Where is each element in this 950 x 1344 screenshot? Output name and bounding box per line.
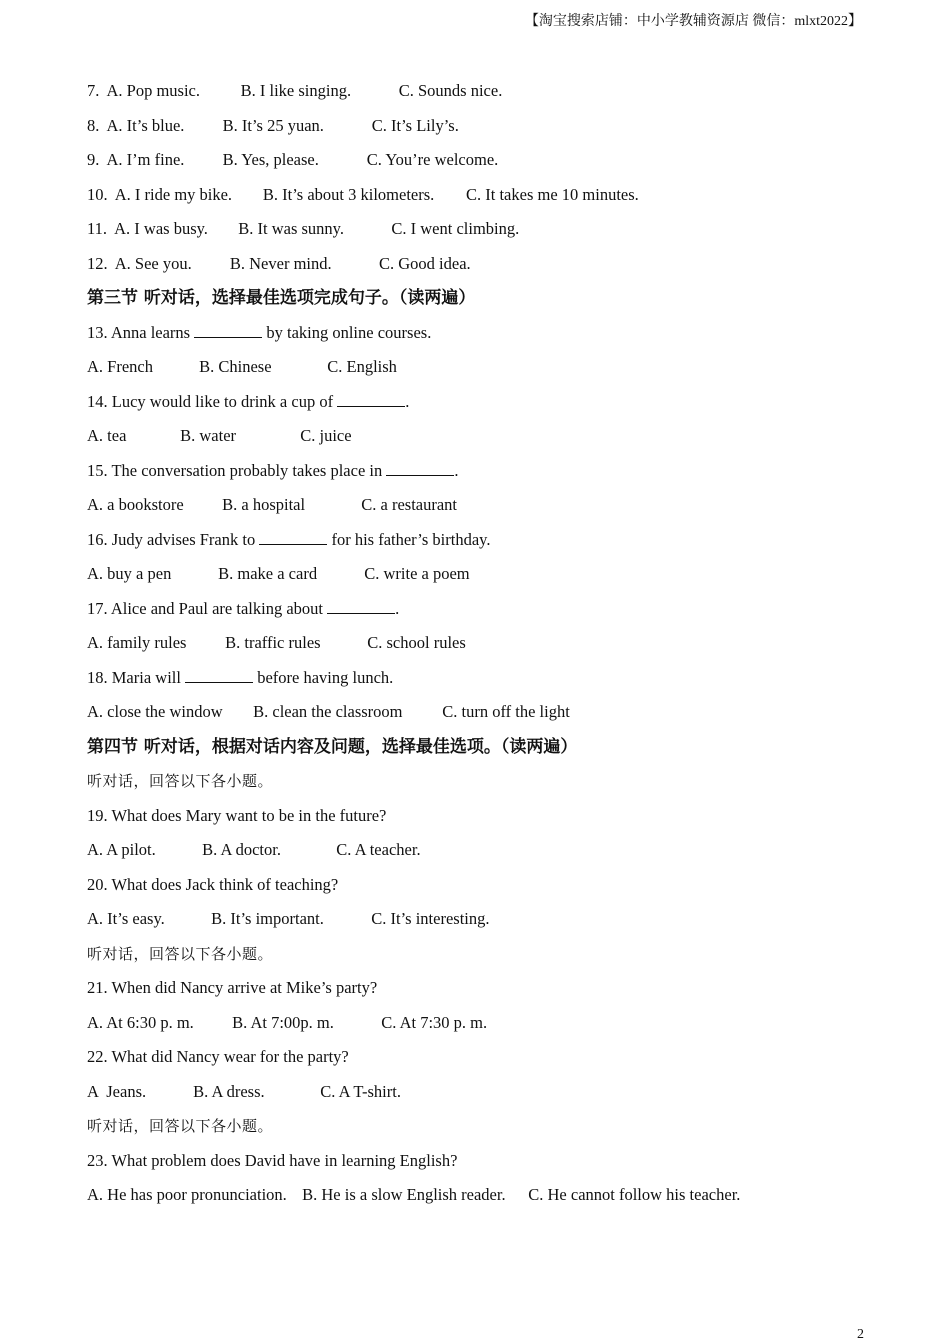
- stem-text: by taking online courses.: [262, 322, 432, 342]
- section-4-title: 第四节 听对话，根据对话内容及问题，选择最佳选项。（读两遍）: [87, 736, 578, 757]
- option-b: B. It’s important.: [211, 909, 324, 928]
- option-b: B. A doctor.: [202, 840, 281, 859]
- page-number: 2: [857, 1327, 864, 1342]
- stem-text: 16. Judy advises Frank to: [87, 529, 260, 549]
- page-header: 【淘宝搜索店铺：中小学教辅资源店 微信：mlxt2022】: [524, 14, 862, 29]
- question-14-stem: [87, 388, 887, 423]
- question-17-options: [87, 629, 887, 664]
- option-c: C. write a poem: [364, 564, 470, 583]
- question-18-stem: [87, 664, 887, 699]
- option-c: C. A T-shirt.: [320, 1081, 401, 1101]
- answer-blank: [185, 666, 253, 683]
- question-13-options: [87, 353, 887, 388]
- option-c: C. Sounds nice.: [398, 81, 503, 100]
- option-b: B. make a card: [218, 564, 318, 583]
- stem-text: 18. Maria will: [87, 667, 186, 687]
- option-b: B. traffic rules: [225, 633, 321, 652]
- option-a: A. I’m fine.: [106, 150, 185, 169]
- question-18-options: [87, 698, 887, 733]
- answer-blank: [386, 459, 454, 476]
- question-15-stem: [87, 457, 887, 492]
- question-23-stem: 23. What problem does David have in learning English?: [87, 1150, 458, 1170]
- option-a: A. buy a pen: [87, 564, 172, 583]
- option-c: C. English: [327, 357, 397, 376]
- question-20-options: [87, 905, 887, 940]
- stem-text: for his father’s birthday.: [327, 529, 491, 549]
- option-b: B. I like singing.: [240, 81, 352, 100]
- question-22-options: [87, 1078, 887, 1113]
- stem-text: before having lunch.: [253, 667, 394, 687]
- question-17-stem: [87, 595, 887, 630]
- answer-blank: [194, 321, 262, 338]
- option-a: A. He has poor pronunciation.: [87, 1185, 287, 1204]
- question-7: [87, 77, 887, 112]
- instruction-note: 听对话，回答以下各小题。: [87, 772, 274, 790]
- option-a: A. A pilot.: [87, 840, 156, 859]
- exam-content: [87, 77, 887, 1216]
- question-number: 11.: [87, 219, 108, 238]
- option-b: B. Chinese: [199, 357, 272, 376]
- option-b: B. a hospital: [222, 495, 306, 514]
- instruction-note: 听对话，回答以下各小题。: [87, 944, 274, 963]
- option-c: C. juice: [300, 426, 352, 445]
- option-c: C. It’s Lily’s.: [371, 115, 459, 135]
- stem-text: .: [454, 460, 459, 480]
- question-13-stem: [87, 319, 887, 354]
- option-c: C. school rules: [367, 633, 466, 652]
- instruction-note: 听对话，回答以下各小题。: [87, 1117, 274, 1135]
- question-10: [87, 181, 887, 216]
- option-b: B. It’s 25 yuan.: [222, 115, 324, 135]
- question-9: [87, 146, 887, 181]
- question-16-stem: [87, 526, 887, 561]
- option-a: A. I ride my bike.: [114, 184, 233, 204]
- option-c: C. It takes me 10 minutes.: [466, 184, 639, 204]
- answer-blank: [259, 528, 327, 545]
- stem-text: 15. The conversation probably takes place in: [87, 460, 387, 480]
- question-number: 7.: [87, 81, 100, 100]
- option-b: B. Yes, please.: [222, 150, 319, 169]
- question-8: [87, 112, 887, 147]
- option-c: C. At 7:30 p. m.: [381, 1012, 488, 1032]
- option-b: B. He is a slow English reader.: [302, 1185, 506, 1204]
- stem-text: 13. Anna learns: [87, 322, 195, 342]
- stem-text: 17. Alice and Paul are talking about: [87, 598, 328, 618]
- question-19-options: [87, 836, 887, 871]
- option-a: A. French: [87, 357, 153, 376]
- option-a: A. tea: [87, 426, 127, 445]
- option-c: C. I went climbing.: [391, 219, 520, 238]
- option-a: A. It’s easy.: [87, 909, 165, 928]
- question-16-options: [87, 560, 887, 595]
- question-number: 10.: [87, 184, 108, 204]
- option-b: B. Never mind.: [229, 253, 332, 273]
- question-14-options: [87, 422, 887, 457]
- question-22-stem: 22. What did Nancy wear for the party?: [87, 1047, 349, 1066]
- option-a: A. At 6:30 p. m.: [87, 1012, 194, 1032]
- option-b: B. It’s about 3 kilometers.: [262, 184, 435, 204]
- option-a: A. a bookstore: [87, 495, 184, 514]
- question-number: 9.: [87, 150, 100, 169]
- question-21-stem: 21. When did Nancy arrive at Mike’s party?: [87, 978, 378, 997]
- option-a: A. family rules: [87, 633, 187, 652]
- option-c: C. You’re welcome.: [366, 150, 499, 169]
- option-c: C. A teacher.: [336, 840, 421, 859]
- stem-text: .: [395, 598, 400, 618]
- option-a: A. close the window: [87, 702, 223, 721]
- option-a: A. It’s blue.: [106, 115, 185, 135]
- option-b: B. clean the classroom: [253, 702, 403, 721]
- option-a: A. I was busy.: [114, 219, 208, 238]
- question-11: [87, 215, 887, 250]
- stem-text: .: [405, 391, 410, 411]
- option-b: B. At 7:00p. m.: [232, 1012, 334, 1032]
- option-c: C. turn off the light: [442, 702, 570, 721]
- option-c: C. It’s interesting.: [371, 909, 490, 928]
- option-a: A Jeans.: [87, 1081, 147, 1101]
- answer-blank: [327, 597, 395, 614]
- option-c: C. a restaurant: [361, 495, 458, 514]
- question-number: 8.: [87, 115, 100, 135]
- question-23-options: [87, 1181, 887, 1216]
- option-c: C. Good idea.: [379, 253, 471, 273]
- section-3-title: 第三节 听对话，选择最佳选项完成句子。（读两遍）: [87, 288, 476, 308]
- option-c: C. He cannot follow his teacher.: [528, 1185, 741, 1204]
- question-19-stem: 19. What does Mary want to be in the future?: [87, 805, 387, 825]
- option-b: B. It was sunny.: [238, 219, 344, 238]
- question-number: 12.: [87, 253, 108, 273]
- question-20-stem: 20. What does Jack think of teaching?: [87, 874, 339, 894]
- option-b: B. water: [180, 426, 237, 445]
- question-21-options: [87, 1009, 887, 1044]
- option-b: B. A dress.: [193, 1081, 265, 1101]
- stem-text: 14. Lucy would like to drink a cup of: [87, 391, 338, 411]
- option-a: A. See you.: [114, 253, 192, 273]
- question-12: [87, 250, 887, 285]
- question-15-options: [87, 491, 887, 526]
- answer-blank: [337, 390, 405, 407]
- option-a: A. Pop music.: [106, 81, 201, 100]
